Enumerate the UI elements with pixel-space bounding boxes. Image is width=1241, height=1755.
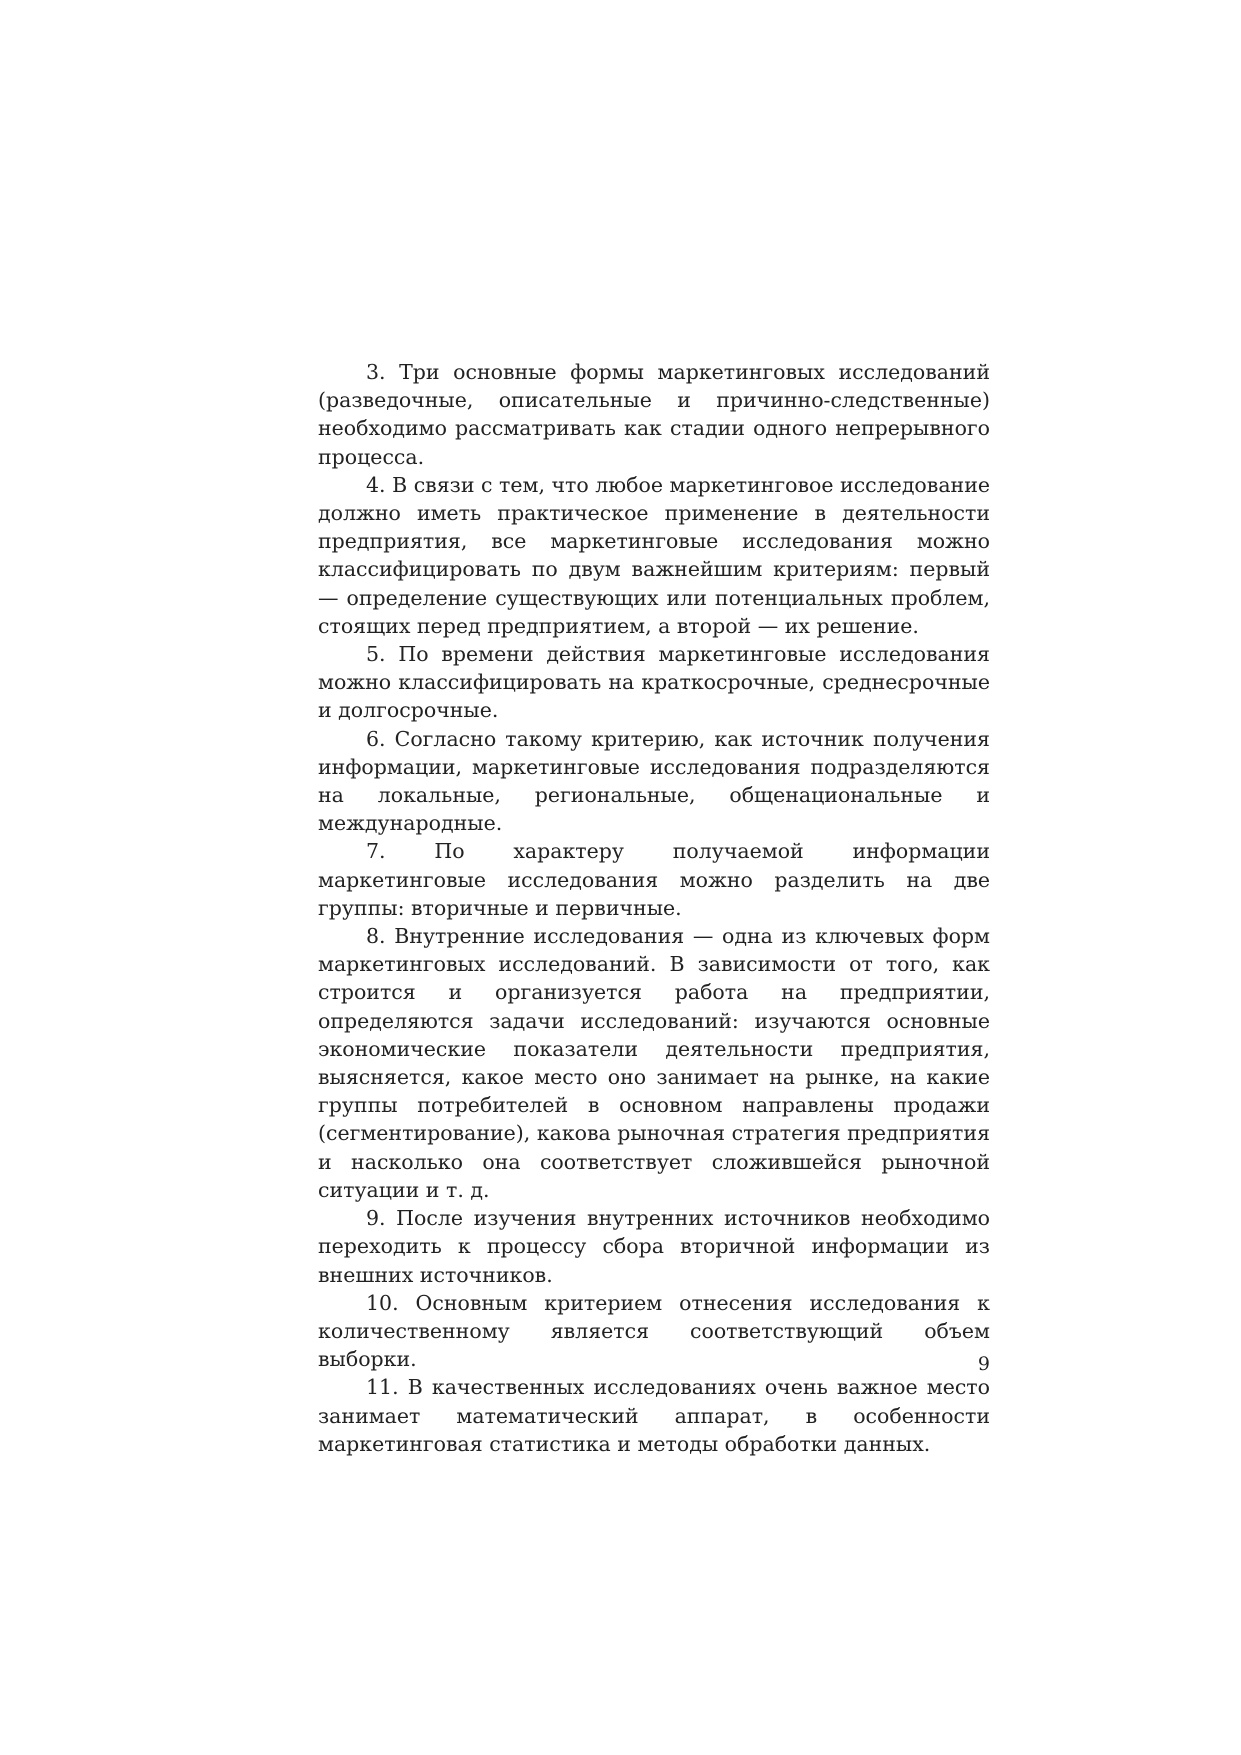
paragraph-10: 10. Основным критерием отнесения исследования к количественному является соответствующий объем выборки. (318, 1290, 990, 1372)
paragraph-6: 6. Согласно такому критерию, как источник получения информации, маркетинговые исследования подразделяются на локальные, региональные, общенациональные и международные. (318, 726, 990, 836)
body-text (318, 358, 990, 1458)
paragraph-5: 5. По времени действия маркетинговые исследования можно классифицировать на краткосрочные, среднесрочные и долгосрочные. (318, 642, 990, 723)
paragraph-9: 9. После изучения внутренних источников необходимо переходить к процессу сбора вторичной информации из внешних источников. (318, 1206, 990, 1287)
paragraph-3: 3. Три основные формы маркетинговых исследований (разведочные, описательные и причинно-следственные) необходимо рассматривать как стадии одного непрерывного процесса. (318, 360, 990, 469)
paragraph-7: 7. По характеру получаемой информации маркетинговые исследования можно разделить на две группы: вторичные и первичные. (318, 839, 990, 920)
paragraph-8: 8. Внутренние исследования — одна из ключевых форм маркетинговых исследований. В зависимости от того, как строится и организуется работа на предприятии, определяются задачи исследований: изучаются основные экономические показатели деятельности предприятия, выясняется, какое место оно занимает на рынке, на какие группы потребителей в основном направлены продажи (сегментирование), какова рыночная стратегия предприятия и насколько она соответствует сложившейся рыночной ситуации и т. д. (318, 924, 990, 1202)
page-number: 9 (977, 1353, 990, 1375)
paragraph-4: 4. В связи с тем, что любое маркетинговое исследование должно иметь практическое применение в деятельности предприятия, все маркетинговые исследования можно классифицировать по двум важнейшим критериям: первый — определение существующих или потенциальных проблем, стоящих перед предприятием, а второй — их решение. (318, 472, 990, 638)
paragraph-11: 11. В качественных исследованиях очень важное место занимает математический аппарат, в особенности маркетинговая статистика и методы обработки данных. (318, 1375, 990, 1456)
